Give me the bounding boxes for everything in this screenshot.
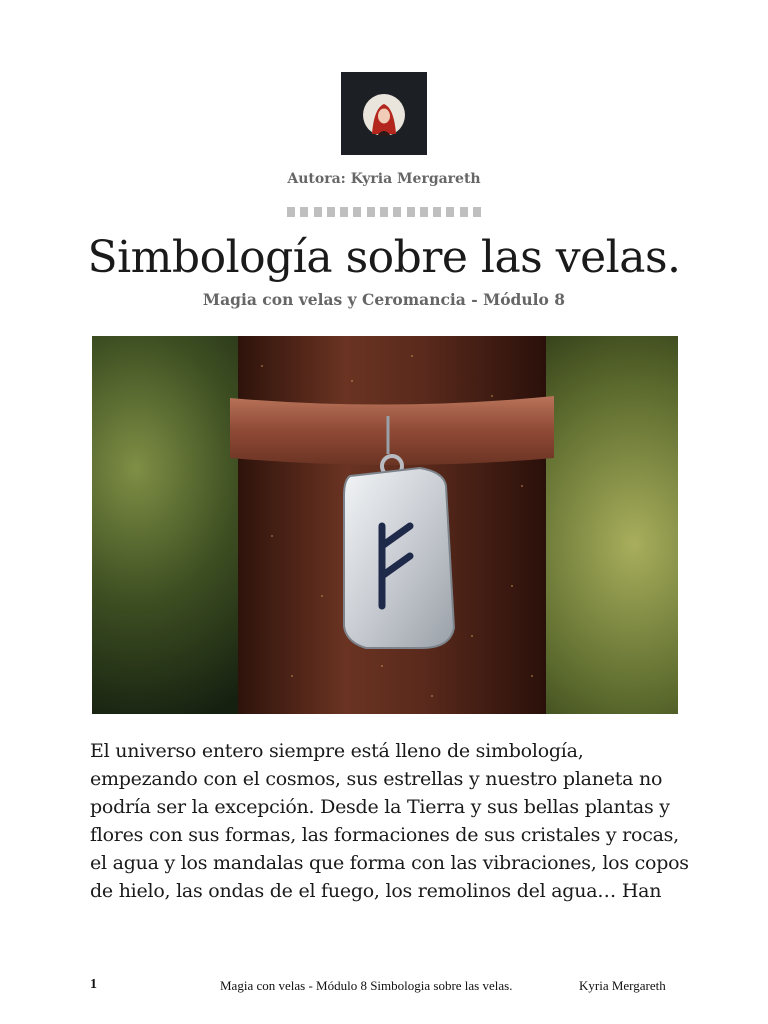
- running-title: Magia con velas - Módulo 8 Simbologia sobre las velas.: [220, 978, 513, 993]
- page-footer: [0, 977, 768, 995]
- page-title: Simbología sobre las velas.: [87, 232, 681, 283]
- author-line: Autora: Kyria Mergareth: [287, 171, 481, 187]
- page-subtitle: Magia con velas y Ceromancia - Módulo 8: [202, 290, 566, 309]
- candle-rune-photo: [92, 336, 678, 714]
- author-avatar: [341, 72, 427, 155]
- body-paragraph: El universo entero siempre está lleno de simbología, empezando con el cosmos, sus estrellas y nuestro planeta no podría ser la excepción. Desde la Tierra y sus bellas plantas y flores con sus formas, las formaciones de sus cristales y rocas, el agua y los mandalas que forma con las vibraciones, los copos de hielo, las ondas de el fuego, los remolinos del agua… Han: [90, 740, 689, 902]
- decorative-divider: [287, 207, 481, 218]
- author-portrait-icon: [341, 72, 427, 155]
- page-number: 1: [90, 977, 97, 992]
- footer-author: Kyria Mergareth: [579, 978, 666, 993]
